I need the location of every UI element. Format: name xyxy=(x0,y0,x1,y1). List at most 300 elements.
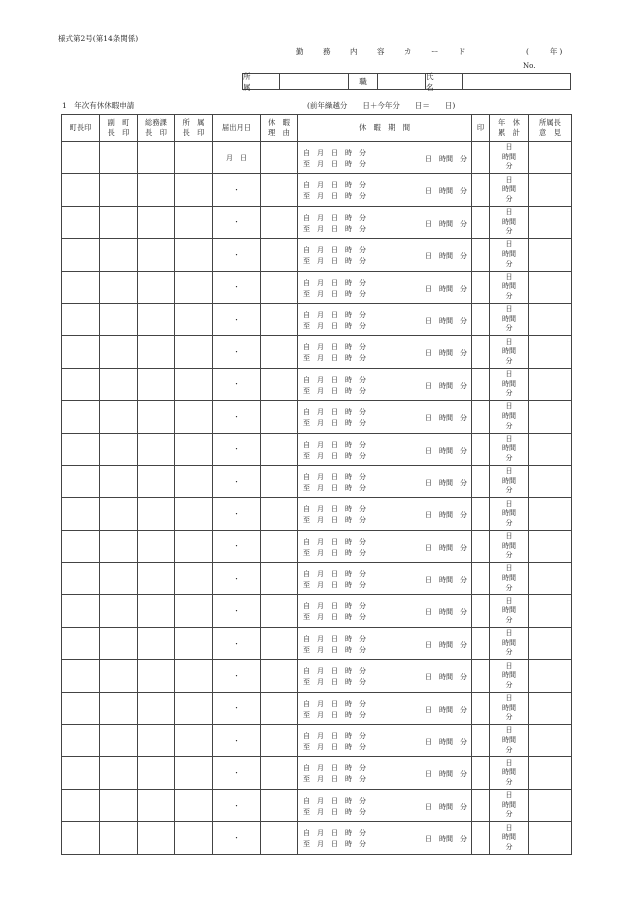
notification-date-cell[interactable]: ・ xyxy=(213,498,261,530)
period-from: 自 月 日 時 分 xyxy=(303,440,366,449)
deputy-mayor-seal-cell[interactable] xyxy=(100,142,138,174)
department-head-seal-cell[interactable] xyxy=(175,465,213,497)
notification-date-cell[interactable]: ・ xyxy=(213,725,261,757)
leave-reason-cell[interactable] xyxy=(261,336,298,368)
period-to: 至 月 日 時 分 xyxy=(303,516,366,525)
seal-cell[interactable] xyxy=(472,530,490,562)
deputy-mayor-seal-cell[interactable] xyxy=(100,530,138,562)
annual-leave-total-cell[interactable]: 日 時間 分 xyxy=(490,789,529,821)
table-row xyxy=(62,303,572,335)
supervisor-opinion-cell[interactable] xyxy=(529,368,572,400)
deputy-mayor-seal-cell[interactable] xyxy=(100,660,138,692)
department-head-seal-cell[interactable] xyxy=(175,142,213,174)
deputy-mayor-seal-cell[interactable] xyxy=(100,239,138,271)
deputy-mayor-seal-cell[interactable] xyxy=(100,595,138,627)
period-from: 自 月 日 時 分 xyxy=(303,278,366,287)
general-affairs-seal-cell[interactable] xyxy=(138,303,175,335)
column-header xyxy=(138,115,175,142)
general-affairs-seal-cell[interactable] xyxy=(138,595,175,627)
general-affairs-seal-cell[interactable] xyxy=(138,271,175,303)
leave-period-cell[interactable] xyxy=(298,206,472,238)
supervisor-opinion-cell[interactable] xyxy=(529,401,572,433)
deputy-mayor-seal-cell[interactable] xyxy=(100,627,138,659)
department-head-seal-cell[interactable] xyxy=(175,401,213,433)
seal-cell[interactable] xyxy=(472,660,490,692)
period-from: 自 月 日 時 分 xyxy=(303,181,366,190)
department-head-seal-cell[interactable] xyxy=(175,789,213,821)
department-head-seal-cell[interactable] xyxy=(175,303,213,335)
seal-cell[interactable] xyxy=(472,206,490,238)
general-affairs-seal-cell[interactable] xyxy=(138,822,175,854)
table-row xyxy=(62,239,572,271)
deputy-mayor-seal-cell[interactable] xyxy=(100,789,138,821)
period-duration: 日 時間 分 xyxy=(425,770,467,779)
deputy-mayor-seal-cell[interactable] xyxy=(100,368,138,400)
deputy-mayor-seal-cell[interactable] xyxy=(100,692,138,724)
deputy-mayor-seal-cell[interactable] xyxy=(100,465,138,497)
leave-reason-cell[interactable] xyxy=(261,401,298,433)
annual-leave-total-cell[interactable]: 日 時間 分 xyxy=(490,822,529,854)
mayor-seal-cell[interactable] xyxy=(62,498,100,530)
annual-leave-total-cell[interactable]: 日 時間 分 xyxy=(490,368,529,400)
deputy-mayor-seal-cell[interactable] xyxy=(100,401,138,433)
leave-period-cell[interactable] xyxy=(298,789,472,821)
column-header-label: 総務課 長 印 xyxy=(145,118,167,137)
period-to: 至 月 日 時 分 xyxy=(303,710,366,719)
supervisor-opinion-cell[interactable] xyxy=(529,271,572,303)
period-to: 至 月 日 時 分 xyxy=(303,354,366,363)
leave-reason-cell[interactable] xyxy=(261,757,298,789)
table-row xyxy=(62,336,572,368)
column-header xyxy=(62,115,100,142)
column-header-label: 休 暇 理 由 xyxy=(268,118,290,137)
seal-cell[interactable] xyxy=(472,401,490,433)
general-affairs-seal-cell[interactable] xyxy=(138,757,175,789)
mayor-seal-cell[interactable] xyxy=(62,401,100,433)
deputy-mayor-seal-cell[interactable] xyxy=(100,433,138,465)
deputy-mayor-seal-cell[interactable] xyxy=(100,336,138,368)
table-row xyxy=(62,660,572,692)
period-from: 自 月 日 時 分 xyxy=(303,667,366,676)
mayor-seal-cell[interactable] xyxy=(62,660,100,692)
annual-leave-total-cell[interactable]: 日 時間 分 xyxy=(490,174,529,206)
notification-date-cell[interactable]: ・ xyxy=(213,627,261,659)
mayor-seal-cell[interactable] xyxy=(62,336,100,368)
period-to: 至 月 日 時 分 xyxy=(303,224,366,233)
table-row xyxy=(62,142,572,174)
mayor-seal-cell[interactable] xyxy=(62,530,100,562)
period-to: 至 月 日 時 分 xyxy=(303,548,366,557)
mayor-seal-cell[interactable] xyxy=(62,239,100,271)
department-head-seal-cell[interactable] xyxy=(175,692,213,724)
annual-leave-total-cell[interactable]: 日 時間 分 xyxy=(490,401,529,433)
annual-leave-total-cell[interactable]: 日 時間 分 xyxy=(490,627,529,659)
notification-date-cell[interactable]: ・ xyxy=(213,174,261,206)
notification-date-cell[interactable]: ・ xyxy=(213,465,261,497)
supervisor-opinion-cell[interactable] xyxy=(529,142,572,174)
period-duration: 日 時間 分 xyxy=(425,835,467,844)
leave-period-cell[interactable] xyxy=(298,239,472,271)
notification-date-cell[interactable]: ・ xyxy=(213,368,261,400)
department-head-seal-cell[interactable] xyxy=(175,627,213,659)
mayor-seal-cell[interactable] xyxy=(62,271,100,303)
annual-leave-total-cell[interactable]: 日 時間 分 xyxy=(490,433,529,465)
seal-cell[interactable] xyxy=(472,627,490,659)
mayor-seal-cell[interactable] xyxy=(62,563,100,595)
seal-cell[interactable] xyxy=(472,368,490,400)
mayor-seal-cell[interactable] xyxy=(62,822,100,854)
table-row xyxy=(62,692,572,724)
leave-reason-cell[interactable] xyxy=(261,627,298,659)
period-duration: 日 時間 分 xyxy=(425,576,467,585)
deputy-mayor-seal-cell[interactable] xyxy=(100,271,138,303)
seal-cell[interactable] xyxy=(472,142,490,174)
annual-leave-total-cell[interactable]: 日 時間 分 xyxy=(490,239,529,271)
period-duration: 日 時間 分 xyxy=(425,511,467,520)
leave-reason-cell[interactable] xyxy=(261,465,298,497)
notification-date-cell[interactable]: ・ xyxy=(213,303,261,335)
leave-period-cell[interactable] xyxy=(298,692,472,724)
period-from: 自 月 日 時 分 xyxy=(303,764,366,773)
period-duration: 日 時間 分 xyxy=(425,284,467,293)
annual-leave-total-cell[interactable]: 日 時間 分 xyxy=(490,271,529,303)
notification-date-cell[interactable]: ・ xyxy=(213,757,261,789)
seal-cell[interactable] xyxy=(472,757,490,789)
general-affairs-seal-cell[interactable] xyxy=(138,142,175,174)
mayor-seal-cell[interactable] xyxy=(62,303,100,335)
seal-cell[interactable] xyxy=(472,303,490,335)
deputy-mayor-seal-cell[interactable] xyxy=(100,563,138,595)
department-head-seal-cell[interactable] xyxy=(175,206,213,238)
general-affairs-seal-cell[interactable] xyxy=(138,692,175,724)
seal-cell[interactable] xyxy=(472,725,490,757)
department-head-seal-cell[interactable] xyxy=(175,271,213,303)
mayor-seal-cell[interactable] xyxy=(62,725,100,757)
period-duration: 日 時間 分 xyxy=(425,381,467,390)
department-head-seal-cell[interactable] xyxy=(175,174,213,206)
leave-reason-cell[interactable] xyxy=(261,789,298,821)
notification-date-cell[interactable]: ・ xyxy=(213,789,261,821)
department-head-seal-cell[interactable] xyxy=(175,660,213,692)
department-head-seal-cell[interactable] xyxy=(175,498,213,530)
general-affairs-seal-cell[interactable] xyxy=(138,725,175,757)
annual-leave-total-cell[interactable]: 日 時間 分 xyxy=(490,336,529,368)
column-header xyxy=(213,115,261,142)
column-header-label: 印 xyxy=(476,123,485,132)
supervisor-opinion-cell[interactable] xyxy=(529,206,572,238)
deputy-mayor-seal-cell[interactable] xyxy=(100,757,138,789)
period-to: 至 月 日 時 分 xyxy=(303,645,366,654)
supervisor-opinion-cell[interactable] xyxy=(529,563,572,595)
mayor-seal-cell[interactable] xyxy=(62,174,100,206)
supervisor-opinion-cell[interactable] xyxy=(529,530,572,562)
mayor-seal-cell[interactable] xyxy=(62,595,100,627)
annual-leave-total-cell[interactable]: 日 時間 分 xyxy=(490,206,529,238)
general-affairs-seal-cell[interactable] xyxy=(138,174,175,206)
seal-cell[interactable] xyxy=(472,336,490,368)
notification-date-cell[interactable]: ・ xyxy=(213,401,261,433)
table-row xyxy=(62,725,572,757)
seal-cell[interactable] xyxy=(472,433,490,465)
general-affairs-seal-cell[interactable] xyxy=(138,336,175,368)
leave-period-cell[interactable] xyxy=(298,822,472,854)
leave-reason-cell[interactable] xyxy=(261,725,298,757)
period-from: 自 月 日 時 分 xyxy=(303,634,366,643)
period-to: 至 月 日 時 分 xyxy=(303,419,366,428)
department-head-seal-cell[interactable] xyxy=(175,757,213,789)
column-header xyxy=(100,115,138,142)
annual-leave-total-cell[interactable]: 日 時間 分 xyxy=(490,725,529,757)
department-head-seal-cell[interactable] xyxy=(175,725,213,757)
table-row xyxy=(62,530,572,562)
supervisor-opinion-cell[interactable] xyxy=(529,595,572,627)
period-from: 自 月 日 時 分 xyxy=(303,570,366,579)
table-row xyxy=(62,627,572,659)
leave-period-cell[interactable] xyxy=(298,563,472,595)
leave-reason-cell[interactable] xyxy=(261,530,298,562)
department-head-seal-cell[interactable] xyxy=(175,530,213,562)
mayor-seal-cell[interactable] xyxy=(62,433,100,465)
carryover-summary: (前年繰越分 日＋今年分 日＝ 日) xyxy=(307,101,456,110)
leave-period-cell[interactable] xyxy=(298,498,472,530)
seal-cell[interactable] xyxy=(472,174,490,206)
period-from: 自 月 日 時 分 xyxy=(303,472,366,481)
department-head-seal-cell[interactable] xyxy=(175,433,213,465)
supervisor-opinion-cell[interactable] xyxy=(529,725,572,757)
name-field[interactable] xyxy=(462,73,571,90)
supervisor-opinion-cell[interactable] xyxy=(529,465,572,497)
general-affairs-seal-cell[interactable] xyxy=(138,789,175,821)
department-head-seal-cell[interactable] xyxy=(175,595,213,627)
section-title: 1 年次有休休暇申請 xyxy=(62,101,135,110)
mayor-seal-cell[interactable] xyxy=(62,692,100,724)
notification-date-cell[interactable]: ・ xyxy=(213,239,261,271)
leave-reason-cell[interactable] xyxy=(261,433,298,465)
leave-period-cell[interactable] xyxy=(298,433,472,465)
table-row xyxy=(62,368,572,400)
period-duration: 日 時間 分 xyxy=(425,316,467,325)
leave-period-cell[interactable] xyxy=(298,595,472,627)
column-header-label: 所属長 意 見 xyxy=(539,118,561,137)
deputy-mayor-seal-cell[interactable] xyxy=(100,303,138,335)
general-affairs-seal-cell[interactable] xyxy=(138,530,175,562)
form-number: 様式第2号(第14条関係) xyxy=(58,34,139,43)
supervisor-opinion-cell[interactable] xyxy=(529,692,572,724)
period-to: 至 月 日 時 分 xyxy=(303,581,366,590)
seal-cell[interactable] xyxy=(472,271,490,303)
seal-cell[interactable] xyxy=(472,789,490,821)
general-affairs-seal-cell[interactable] xyxy=(138,401,175,433)
period-duration: 日 時間 分 xyxy=(425,705,467,714)
notification-date-cell[interactable]: ・ xyxy=(213,336,261,368)
mayor-seal-cell[interactable] xyxy=(62,368,100,400)
period-from: 自 月 日 時 分 xyxy=(303,796,366,805)
leave-reason-cell[interactable] xyxy=(261,822,298,854)
annual-leave-total-cell[interactable]: 日 時間 分 xyxy=(490,530,529,562)
supervisor-opinion-cell[interactable] xyxy=(529,336,572,368)
position-field[interactable] xyxy=(377,73,426,90)
general-affairs-seal-cell[interactable] xyxy=(138,627,175,659)
period-duration: 日 時間 分 xyxy=(425,608,467,617)
general-affairs-seal-cell[interactable] xyxy=(138,563,175,595)
leave-period-cell[interactable] xyxy=(298,142,472,174)
period-from: 自 月 日 時 分 xyxy=(303,310,366,319)
supervisor-opinion-cell[interactable] xyxy=(529,789,572,821)
leave-period-cell[interactable] xyxy=(298,401,472,433)
leave-application-table xyxy=(61,114,572,855)
leave-reason-cell[interactable] xyxy=(261,271,298,303)
leave-period-cell[interactable] xyxy=(298,627,472,659)
table-row xyxy=(62,595,572,627)
period-to: 至 月 日 時 分 xyxy=(303,386,366,395)
general-affairs-seal-cell[interactable] xyxy=(138,465,175,497)
mayor-seal-cell[interactable] xyxy=(62,206,100,238)
leave-period-cell[interactable] xyxy=(298,530,472,562)
annual-leave-total-cell[interactable]: 日 時間 分 xyxy=(490,303,529,335)
period-to: 至 月 日 時 分 xyxy=(303,743,366,752)
period-duration: 日 時間 分 xyxy=(425,414,467,423)
department-head-seal-cell[interactable] xyxy=(175,563,213,595)
supervisor-opinion-cell[interactable] xyxy=(529,660,572,692)
leave-reason-cell[interactable] xyxy=(261,239,298,271)
period-duration: 日 時間 分 xyxy=(425,446,467,455)
general-affairs-seal-cell[interactable] xyxy=(138,239,175,271)
leave-period-cell[interactable] xyxy=(298,725,472,757)
period-from: 自 月 日 時 分 xyxy=(303,343,366,352)
supervisor-opinion-cell[interactable] xyxy=(529,757,572,789)
column-header-label: 所 属 長 印 xyxy=(182,118,205,137)
leave-reason-cell[interactable] xyxy=(261,174,298,206)
mayor-seal-cell[interactable] xyxy=(62,465,100,497)
period-from: 自 月 日 時 分 xyxy=(303,505,366,514)
general-affairs-seal-cell[interactable] xyxy=(138,660,175,692)
leave-reason-cell[interactable] xyxy=(261,142,298,174)
column-header xyxy=(472,115,490,142)
notification-date-cell[interactable]: ・ xyxy=(213,433,261,465)
notification-date-cell[interactable]: ・ xyxy=(213,530,261,562)
notification-date-cell[interactable]: ・ xyxy=(213,206,261,238)
leave-period-cell[interactable] xyxy=(298,303,472,335)
leave-reason-cell[interactable] xyxy=(261,563,298,595)
table-row xyxy=(62,401,572,433)
period-to: 至 月 日 時 分 xyxy=(303,289,366,298)
seal-cell[interactable] xyxy=(472,239,490,271)
general-affairs-seal-cell[interactable] xyxy=(138,368,175,400)
leave-period-cell[interactable] xyxy=(298,660,472,692)
general-affairs-seal-cell[interactable] xyxy=(138,433,175,465)
seal-cell[interactable] xyxy=(472,822,490,854)
mayor-seal-cell[interactable] xyxy=(62,627,100,659)
seal-cell[interactable] xyxy=(472,595,490,627)
department-head-seal-cell[interactable] xyxy=(175,368,213,400)
notification-date-cell[interactable]: ・ xyxy=(213,271,261,303)
annual-leave-total-cell[interactable]: 日 時間 分 xyxy=(490,692,529,724)
notification-date-cell[interactable]: ・ xyxy=(213,660,261,692)
period-duration: 日 時間 分 xyxy=(425,155,467,163)
seal-cell[interactable] xyxy=(472,498,490,530)
column-header-label: 町長印 xyxy=(69,123,92,132)
notification-date-cell[interactable]: 月 日 xyxy=(213,142,261,174)
affiliation-field[interactable] xyxy=(279,73,349,90)
notification-date-cell[interactable]: ・ xyxy=(213,595,261,627)
mayor-seal-cell[interactable] xyxy=(62,789,100,821)
notification-date-cell[interactable]: ・ xyxy=(213,692,261,724)
name-label: 氏 名 xyxy=(425,73,463,90)
period-to: 至 月 日 時 分 xyxy=(303,807,366,816)
supervisor-opinion-cell[interactable] xyxy=(529,822,572,854)
seal-cell[interactable] xyxy=(472,692,490,724)
leave-period-cell[interactable] xyxy=(298,465,472,497)
general-affairs-seal-cell[interactable] xyxy=(138,498,175,530)
department-head-seal-cell[interactable] xyxy=(175,239,213,271)
annual-leave-total-cell[interactable]: 日 時間 分 xyxy=(490,498,529,530)
annual-leave-total-cell[interactable]: 日 時間 分 xyxy=(490,563,529,595)
supervisor-opinion-cell[interactable] xyxy=(529,498,572,530)
supervisor-opinion-cell[interactable] xyxy=(529,174,572,206)
deputy-mayor-seal-cell[interactable] xyxy=(100,174,138,206)
leave-reason-cell[interactable] xyxy=(261,498,298,530)
leave-period-cell[interactable] xyxy=(298,336,472,368)
period-from: 自 月 日 時 分 xyxy=(303,149,366,157)
leave-reason-cell[interactable] xyxy=(261,303,298,335)
leave-period-cell[interactable] xyxy=(298,757,472,789)
affiliation-label: 所 属 xyxy=(242,73,280,90)
supervisor-opinion-cell[interactable] xyxy=(529,627,572,659)
annual-leave-total-cell[interactable]: 日 時間 分 xyxy=(490,757,529,789)
seal-cell[interactable] xyxy=(472,563,490,595)
table-row xyxy=(62,498,572,530)
leave-period-cell[interactable] xyxy=(298,368,472,400)
leave-period-cell[interactable] xyxy=(298,174,472,206)
department-head-seal-cell[interactable] xyxy=(175,336,213,368)
general-affairs-seal-cell[interactable] xyxy=(138,206,175,238)
leave-reason-cell[interactable] xyxy=(261,692,298,724)
period-duration: 日 時間 分 xyxy=(425,252,467,261)
supervisor-opinion-cell[interactable] xyxy=(529,303,572,335)
period-duration: 日 時間 分 xyxy=(425,187,467,196)
mayor-seal-cell[interactable] xyxy=(62,142,100,174)
table-header-row xyxy=(62,115,572,142)
leave-reason-cell[interactable] xyxy=(261,206,298,238)
seal-cell[interactable] xyxy=(472,465,490,497)
period-to: 至 月 日 時 分 xyxy=(303,613,366,622)
deputy-mayor-seal-cell[interactable] xyxy=(100,498,138,530)
deputy-mayor-seal-cell[interactable] xyxy=(100,822,138,854)
leave-reason-cell[interactable] xyxy=(261,660,298,692)
supervisor-opinion-cell[interactable] xyxy=(529,433,572,465)
notification-date-cell[interactable]: ・ xyxy=(213,563,261,595)
supervisor-opinion-cell[interactable] xyxy=(529,239,572,271)
department-head-seal-cell[interactable] xyxy=(175,822,213,854)
annual-leave-total-cell[interactable]: 日 時間 分 xyxy=(490,595,529,627)
annual-leave-total-cell[interactable]: 日 時間 分 xyxy=(490,660,529,692)
leave-reason-cell[interactable] xyxy=(261,368,298,400)
annual-leave-total-cell[interactable]: 日 時間 分 xyxy=(490,465,529,497)
period-duration: 日 時間 分 xyxy=(425,478,467,487)
leave-period-cell[interactable] xyxy=(298,271,472,303)
leave-reason-cell[interactable] xyxy=(261,595,298,627)
annual-leave-total-cell[interactable]: 日 時間 分 xyxy=(490,142,529,174)
deputy-mayor-seal-cell[interactable] xyxy=(100,725,138,757)
table-row xyxy=(62,174,572,206)
table-row xyxy=(62,822,572,854)
period-to: 至 月 日 時 分 xyxy=(303,678,366,687)
mayor-seal-cell[interactable] xyxy=(62,757,100,789)
notification-date-cell[interactable]: ・ xyxy=(213,822,261,854)
deputy-mayor-seal-cell[interactable] xyxy=(100,206,138,238)
year-field: ( 年) xyxy=(526,47,565,56)
period-from: 自 月 日 時 分 xyxy=(303,602,366,611)
